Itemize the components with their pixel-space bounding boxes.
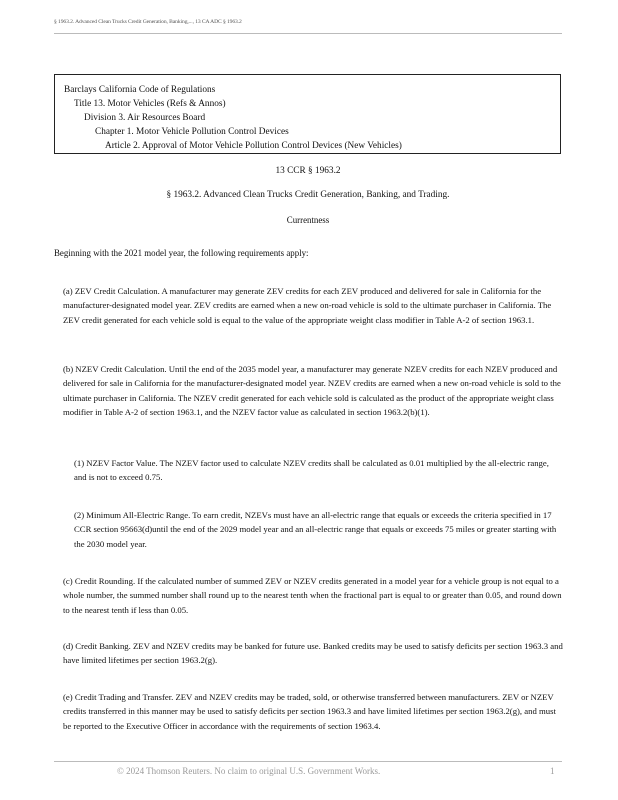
footer-divider (54, 761, 562, 762)
running-header: § 1963.2. Advanced Clean Trucks Credit Generation, Banking,..., 13 CA ADC § 1963.2 (54, 19, 242, 25)
paragraph-e: (e) Credit Trading and Transfer. ZEV and NZEV credits may be traded, sold, or otherwise transferred between manufacturers. ZEV or NZEV credits transferred in this manner may be used to satisfy deficits per section 1963.3 and have limited lifetimes per section 1963.2(g), and must be reported to the Executive Officer in accordance with the requirements of section 1963.4. (63, 692, 556, 731)
division-heading: Division 3. Air Resources Board (84, 113, 206, 123)
section-citation: 13 CCR § 1963.2 (275, 166, 341, 176)
header-divider (54, 33, 562, 34)
paragraph-c: (c) Credit Rounding. If the calculated number of summed ZEV or NZEV credits generated in a model year for a vehicle group is not equal to a whole number, the summed number shall round up to the nearest tenth when the fractional part is equal to or greater than 0.05, and round down to the nearest tenth if less than 0.05. (63, 576, 562, 615)
page-number: 1 (550, 766, 555, 776)
title-heading: Title 13. Motor Vehicles (Refs & Annos) (74, 99, 226, 109)
paragraph-b2: (2) Minimum All-Electric Range. To earn credit, NZEVs must have an all-electric range that equals or exceeds the criteria specified in 17 CCR section 95663(d)until the end of the 2029 model year and an all-electric range that equals or exceeds 75 miles or greater starting with the 2030 model year. (74, 510, 557, 549)
intro-text: Beginning with the 2021 model year, the following requirements apply: (54, 248, 309, 258)
chapter-heading: Chapter 1. Motor Vehicle Pollution Control Devices (95, 127, 289, 137)
paragraph-b: (b) NZEV Credit Calculation. Until the end of the 2035 model year, a manufacturer may generate NZEV credits for each NZEV produced and delivered for sale in California for the manufacturer-designated model year. NZEV credits are earned when a new on-road vehicle is sold to the ultimate purchaser in California. The NZEV credit generated for each vehicle sold is calculated as the product of the appropriate weight class modifier in Table A-2 of section 1963.1, and the NZEV factor value as calculated in section 1963.2(b)(1). (63, 364, 561, 417)
paragraph-a: (a) ZEV Credit Calculation. A manufacturer may generate ZEV credits for each ZEV produced and delivered for sale in California for the manufacturer-designated model year. ZEV credits are earned when a new on-road vehicle is sold to the ultimate purchaser in California. The ZEV credit generated for each vehicle sold is equal to the value of the appropriate weight class modifier in Table A-2 of section 1963.1. (63, 286, 552, 325)
copyright-notice: © 2024 Thomson Reuters. No claim to original U.S. Government Works. (117, 766, 381, 776)
article-heading: Article 2. Approval of Motor Vehicle Pollution Control Devices (New Vehicles) (105, 141, 402, 151)
section-title: § 1963.2. Advanced Clean Trucks Credit Generation, Banking, and Trading. (166, 190, 450, 200)
paragraph-d: (d) Credit Banking. ZEV and NZEV credits may be banked for future use. Banked credits may be used to satisfy deficits per section 1963.3 and have limited lifetimes per section 1963.2(g). (63, 641, 563, 666)
paragraph-b1: (1) NZEV Factor Value. The NZEV factor used to calculate NZEV credits shall be calculated as 0.01 multiplied by the all-electric range, and is not to exceed 0.75. (74, 458, 549, 483)
citation-box (54, 74, 561, 154)
publication-title: Barclays California Code of Regulations (64, 85, 216, 95)
currentness-link[interactable]: Currentness (286, 215, 330, 225)
